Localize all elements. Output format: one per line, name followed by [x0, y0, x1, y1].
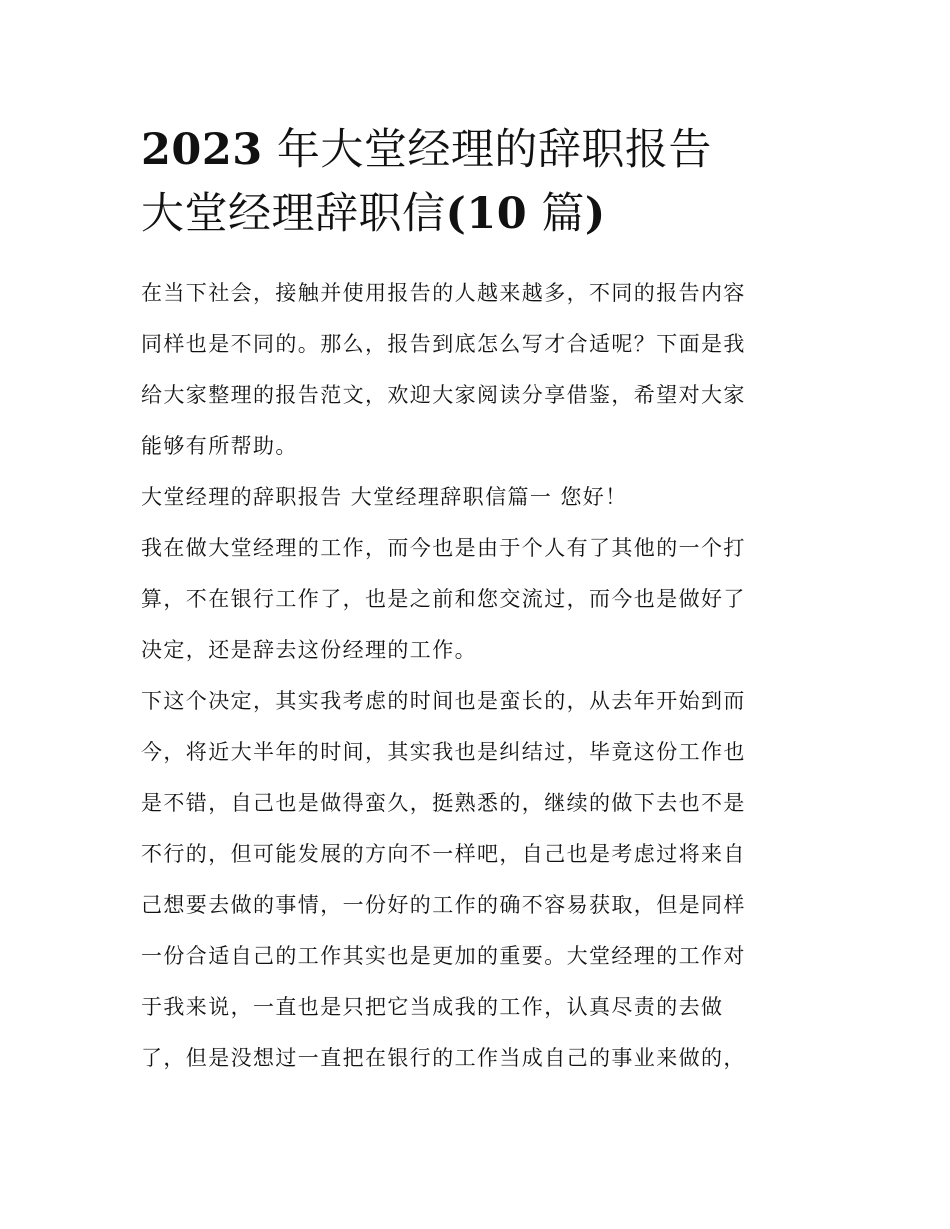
title-line-1-text: 年大堂经理的辞职报告 — [262, 125, 712, 175]
text-line: 在当下社会，接触并使用报告的人越来越多，不同的报告内容 — [141, 281, 746, 305]
text-line: 能够有所帮助。 — [141, 434, 298, 458]
document-title — [141, 118, 813, 246]
title-count-unit: 篇 — [527, 189, 585, 239]
text-line: 今，将近大半年的时间，其实我也是纠结过，毕竟这份工作也 — [141, 740, 746, 764]
document-content — [141, 118, 813, 1084]
text-line: 下这个决定，其实我考虑的时间也是蛮长的，从去年开始到而 — [141, 689, 746, 713]
title-close-paren: ) — [584, 189, 606, 239]
title-line-2-text: 大堂经理辞职信 — [141, 189, 446, 239]
paragraph-decision — [141, 523, 813, 676]
text-line: 大堂经理的辞职报告 大堂经理辞职信篇一 您好！ — [141, 485, 628, 509]
text-line: 同样也是不同的。那么，报告到底怎么写才合适呢？下面是我 — [141, 332, 746, 356]
title-count: (10 — [445, 189, 528, 239]
title-line-1 — [141, 118, 813, 182]
text-line: 算，不在银行工作了，也是之前和您交流过，而今也是做好了 — [141, 587, 746, 611]
text-line: 决定，还是辞去这份经理的工作。 — [141, 638, 477, 662]
paragraph-heading-greeting — [141, 472, 813, 523]
document-body — [141, 268, 813, 1084]
title-year: 2023 — [141, 125, 263, 175]
text-line: 给大家整理的报告范文，欢迎大家阅读分享借鉴，希望对大家 — [141, 383, 746, 407]
text-line: 一份合适自己的工作其实也是更加的重要。大堂经理的工作对 — [141, 944, 746, 968]
paragraph-reasoning — [141, 676, 813, 1084]
text-line: 不行的，但可能发展的方向不一样吧，自己也是考虑过将来自 — [141, 842, 746, 866]
text-line: 是不错，自己也是做得蛮久，挺熟悉的，继续的做下去也不是 — [141, 791, 746, 815]
text-line: 己想要去做的事情，一份好的工作的确不容易获取，但是同样 — [141, 893, 746, 917]
title-line-2 — [141, 182, 813, 246]
text-line: 于我来说，一直也是只把它当成我的工作，认真尽责的去做 — [141, 995, 724, 1019]
text-line: 我在做大堂经理的工作，而今也是由于个人有了其他的一个打 — [141, 536, 746, 560]
text-line: 了，但是没想过一直把在银行的工作当成自己的事业来做的， — [141, 1046, 746, 1070]
paragraph-intro — [141, 268, 813, 472]
